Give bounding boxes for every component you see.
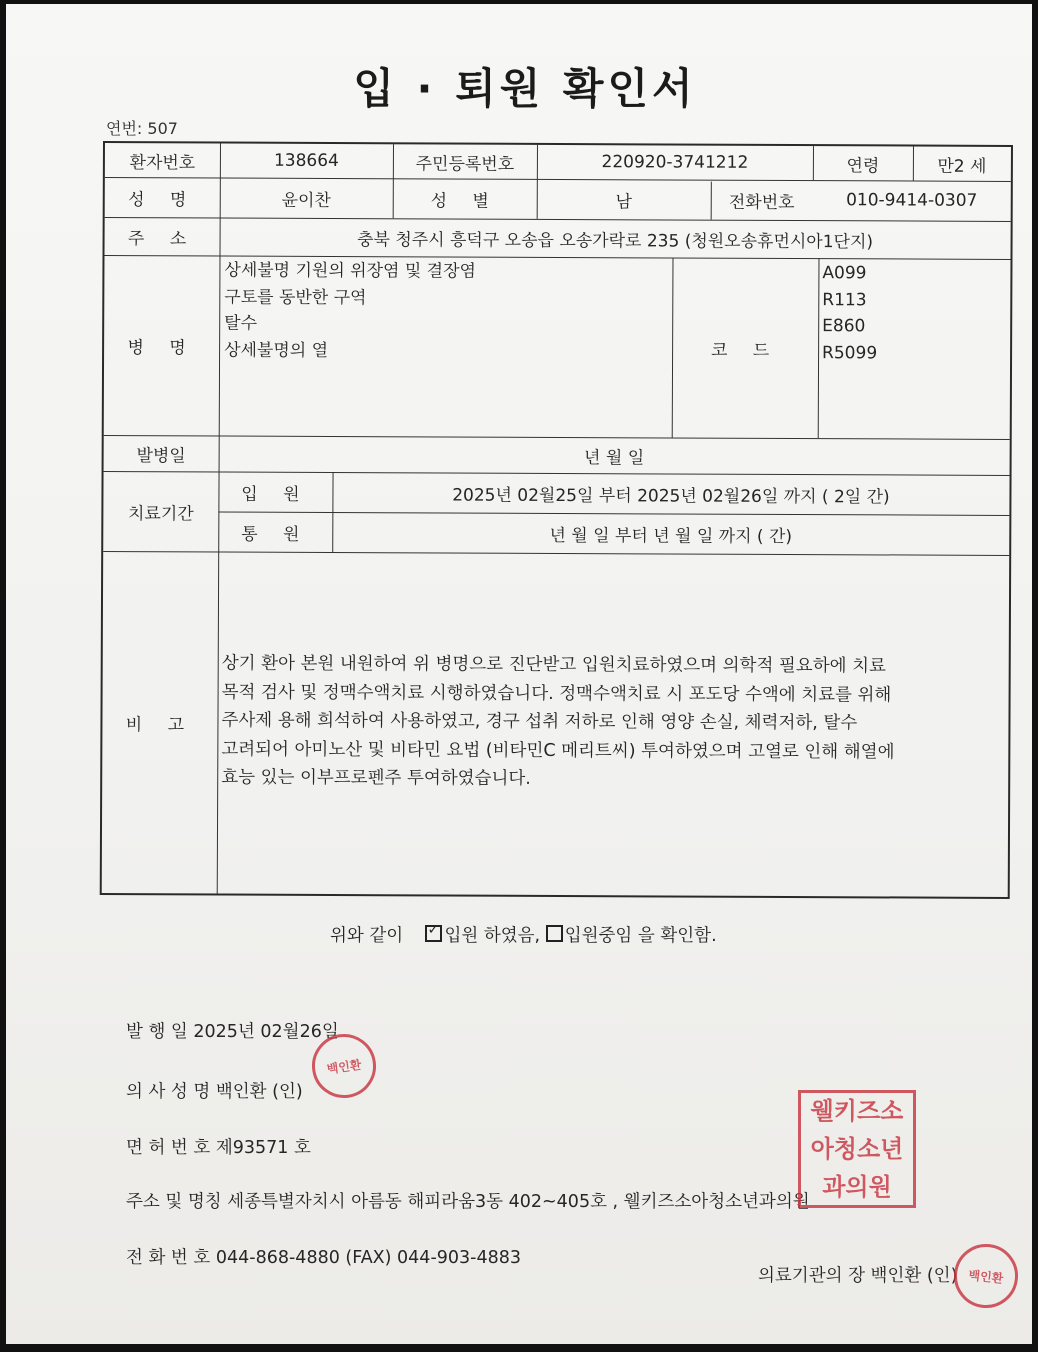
outpatient-label: 통 원: [241, 524, 310, 545]
serial-number: 연번: 507: [106, 119, 178, 138]
hospitalized-label: 입원중임: [564, 926, 633, 946]
document-title: 입 · 퇴원 확인서: [353, 64, 697, 113]
confirmation-line: [330, 922, 717, 947]
hospitalized-checkbox: [546, 925, 563, 942]
clinic-address: 주소 및 명칭 세종특별자치시 아름동 해피라움3동 402~405호 , 웰키즈소아청소년과의원: [126, 1192, 810, 1212]
doctor-seal-text: 백인환: [325, 1057, 363, 1076]
remarks-text: [221, 650, 1002, 796]
code-list: [822, 260, 1002, 367]
sex-value: 남: [615, 191, 633, 212]
clinic-phone: 전 화 번 호 044-868-4880 (FAX) 044-903-4883: [126, 1248, 522, 1268]
phone-label: 전화번호: [728, 192, 795, 213]
diagnosis-code: A099: [822, 263, 867, 284]
sex-label: 성 별: [430, 190, 499, 212]
clinic-seal-text: 웰키즈소아청소년과의원: [810, 1097, 904, 1201]
address-label: 주 소: [127, 228, 197, 249]
name-label: 성 명: [128, 189, 197, 210]
outpatient-period: 년 월 일 부터 년 월 일 까지 ( 간): [549, 525, 793, 547]
patient-name: 윤이찬: [281, 190, 331, 211]
patient-id: 138664: [273, 150, 339, 172]
head-seal-text: 백인환: [967, 1267, 1004, 1286]
diagnosis-item: 탈수: [224, 313, 258, 334]
confirmation-prefix: 위와 같이: [330, 926, 404, 946]
phone-value: 010-9414-0307: [846, 190, 978, 211]
diagnosis-code: R113: [822, 289, 867, 310]
clinic-seal: [798, 1090, 916, 1208]
remarks-line: 효능 있는 이부프로펜주 투여하였습니다.: [221, 767, 531, 789]
patient-id-label: 환자번호: [129, 152, 196, 173]
remarks-line: 목적 검사 및 정맥수액치료 시행하였습니다. 정맥수액치료 시 포도당 수액에 치료를 위해: [221, 682, 892, 705]
remarks-line: 주사제 용해 희석하여 사용하였고, 경구 섭취 저하로 인해 영양 손실, 체력저하, 탈수: [221, 710, 858, 734]
clinic-head: 의료기관의 장 백인환 (인): [758, 1266, 958, 1286]
head-seal: [951, 1241, 1021, 1311]
diagnosis-code: R5099: [822, 342, 878, 363]
diagnosis-label: 병 명: [127, 337, 196, 358]
onset-label: 발병일: [136, 445, 186, 466]
doctor-name: 의 사 성 명 백인환 (인): [126, 1082, 303, 1102]
form-table: [100, 141, 1013, 899]
diagnosis-list: [224, 258, 664, 366]
rrn-value: 220920-3741212: [601, 152, 749, 173]
diagnosis-code: E860: [822, 316, 866, 337]
confirmation-suffix: 을 확인함.: [637, 926, 717, 946]
rrn-label: 주민등록번호: [415, 153, 515, 175]
age-value: 만2 세: [937, 156, 987, 177]
address-value: 충북 청주시 흥덕구 오송읍 오송가락로 235 (청원오송휴먼시아1단지): [357, 229, 874, 252]
inpatient-label: 입 원: [241, 484, 310, 505]
code-label: 코 드: [710, 340, 780, 361]
license-number: 면 허 번 호 제93571 호: [126, 1138, 311, 1158]
admitted-checkbox: [425, 925, 442, 942]
document-paper: [6, 4, 1032, 1344]
treatment-label: 치료기간: [127, 503, 194, 524]
onset-value: 년 월 일: [584, 447, 645, 468]
issue-date: 발 행 일 2025년 02월26일: [126, 1022, 339, 1042]
age-label: 연령: [846, 155, 880, 176]
diagnosis-item: 상세불명의 열: [224, 340, 329, 361]
diagnosis-item: 상세불명 기원의 위장염 및 결장염: [224, 260, 477, 282]
admitted-label: 입원 하였음,: [444, 926, 541, 946]
inpatient-period: 2025년 02월25일 부터 2025년 02월26일 까지 ( 2일 간): [452, 485, 890, 507]
remarks-line: 상기 환아 본원 내원하여 위 병명으로 진단받고 입원치료하였으며 의학적 필요하에 치료: [221, 653, 886, 677]
remarks-label: 비 고: [125, 714, 195, 735]
diagnosis-item: 구토를 동반한 구역: [224, 287, 367, 308]
remarks-line: 고려되어 아미노산 및 비타민 요법 (비타민C 메리트씨) 투여하였으며 고열로 인해 해열에: [221, 739, 895, 762]
